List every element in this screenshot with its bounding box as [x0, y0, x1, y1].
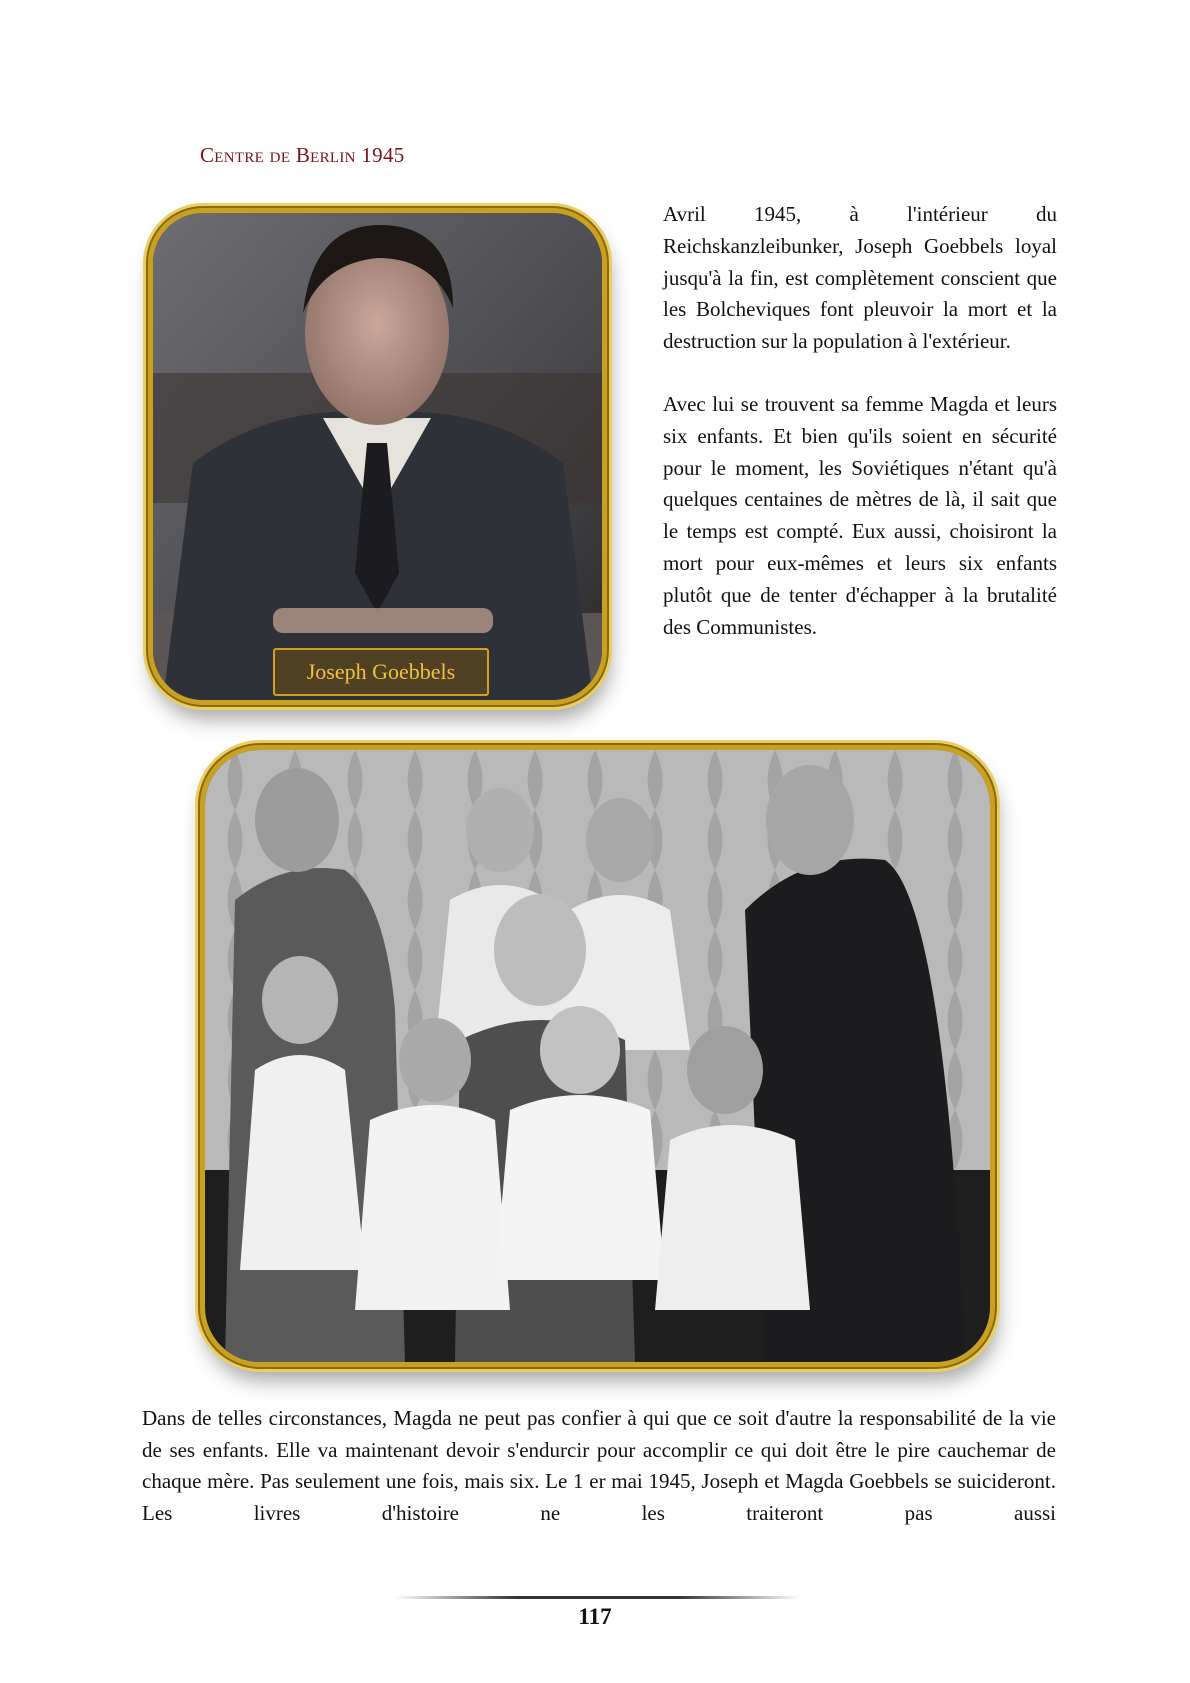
intro-paragraph-1: Avril 1945, à l'intérieur du Reichskanzleibunker, Joseph Goebbels loyal jusqu'à la fin, est complètement conscient que les Bolcheviques font pleuvoir la mort et la destruction sur la population à l'extérieur. — [663, 202, 1057, 354]
footer-rule — [395, 1596, 800, 1599]
intro-paragraph-2: Avec lui se trouvent sa femme Magda et leurs six enfants. Et bien qu'ils soient en sécurité pour le moment, les Soviétiques n'étant qu'à quelques centaines de mètres de là, il sait que le temps est compté. Eux aussi, choisiront la mort pour eux-mêmes et leurs six enfants plutôt que de tenter d'échapper à la brutalité des Communistes. — [663, 391, 1057, 639]
portrait-caption: Joseph Goebbels — [273, 648, 489, 696]
page-number: 117 — [578, 1604, 612, 1629]
section-heading: Centre de Berlin 1945 — [200, 143, 405, 167]
family-photo-frame — [200, 745, 995, 1367]
family-photo — [205, 750, 990, 1362]
bottom-paragraph: Dans de telles circonstances, Magda ne peut pas confier à qui que ce soit d'autre la responsabilité de la vie de ses enfants. Elle va maintenant devoir s'endurcir pour accomplir ce qui doit être le pire cauchemar de chaque mère. Pas seulement une fois, mais six. Le 1 er mai 1945, Joseph et Magda Goebbels se suicideront. Les livres d'histoire ne les traiteront pas aussi — [142, 1406, 1056, 1525]
portrait-photo-frame — [148, 208, 607, 705]
intro-column — [663, 199, 1057, 674]
portrait-photo — [153, 213, 602, 700]
